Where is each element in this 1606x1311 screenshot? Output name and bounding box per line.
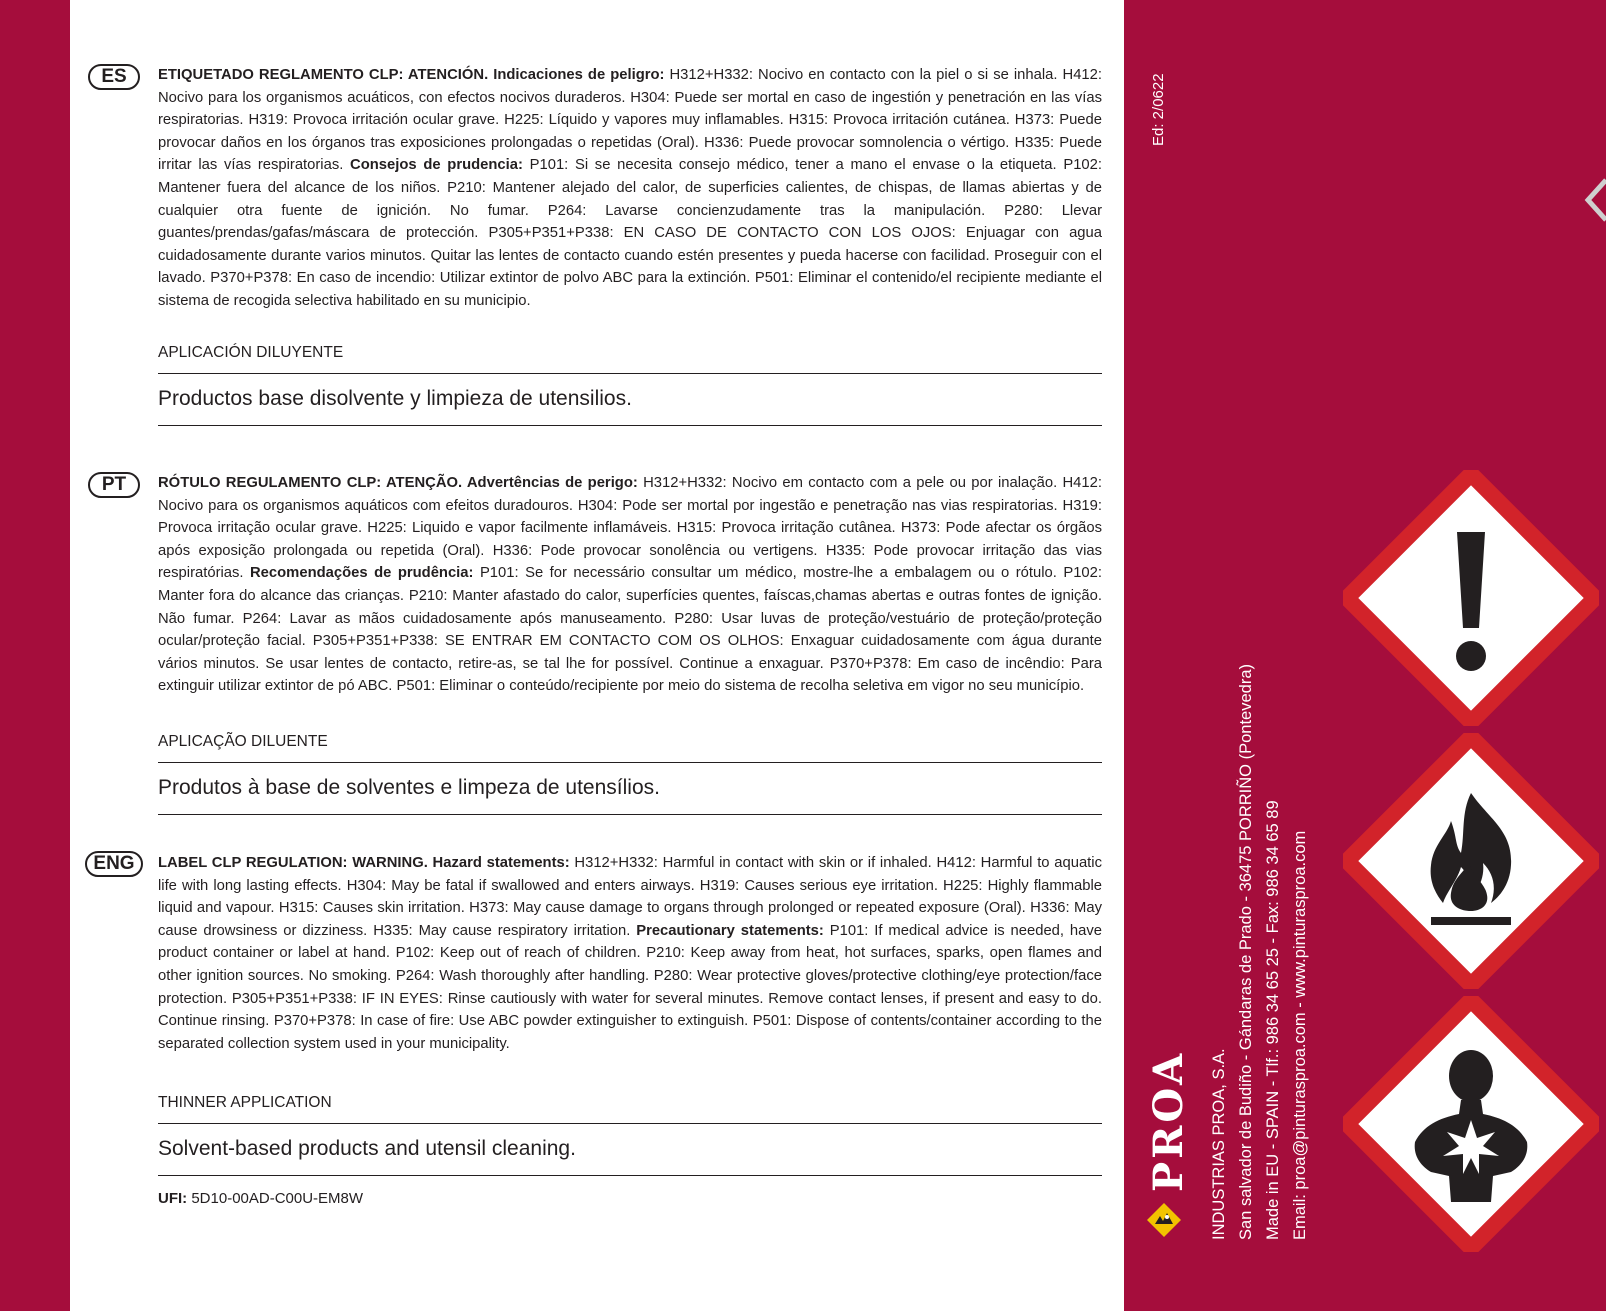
exclamation-mark-icon (1343, 470, 1599, 726)
hazard-statements-pt: H312+H332: Nocivo em contacto com a pele ou por inalação. H412: Nocivo para os organismos aquáticos com efeitos duradouros. H304: Pode ser mortal por ingestão e penetração nas vias respiratorias. H319: Provoca irritação ocular grave. H225: Liquido e vapor facilmente inflamáveis. H315: Provoca irritação cutânea. H373: Pode afectar os órgãos após exposição prolongada ou repetida (Oral). H336: Pode provocar sonolência ou vertigens. H335: Pode provocar irritação das vias respiratórias. (158, 475, 1102, 582)
hazard-title-es: ETIQUETADO REGLAMENTO CLP: ATENCIÓN. Indicaciones de peligro: (158, 67, 665, 83)
precaution-title-pt: Recomendações de prudência: (250, 565, 474, 582)
application-label-eng: THINNER APPLICATION (158, 1094, 332, 1111)
hazard-text-eng (158, 852, 1102, 1055)
company-web: Email: proa@pinturasproa.com - www.pinturasproa.com (1291, 830, 1309, 1240)
divider (158, 762, 1102, 763)
precaution-statements-es: P101: Si se necesita consejo médico, tener a mano el envase o la etiqueta. P102: Mantener fuera del alcance de los niños. P210: Mantener alejado del calor, de superficies calientes, de chispas, de llamas abiertas y de cualquier otra fuente de ignición. No fumar. P264: Lavarse concienzudamente tras la manipulación. P280: Llevar guantes/prendas/gafas/máscara de protección. P305+P351+P338: EN CASO DE CONTACTO CON LOS OJOS: Enjuagar con agua cuidadosamente durante varios minutos. Quitar las lentes de contacto cuando estén presentes y pueda hacerse con facilidad. Proseguir con el lavado. P370+P378: En caso de incendio: Utilizar extintor de polvo ABC para la extinción. P501: Eliminar el contenido/el recipiente mediante el sistema de recogida selectiva habilitado en su municipio. (158, 157, 1102, 309)
divider (158, 814, 1102, 815)
lang-badge-es: ES (88, 64, 140, 90)
ufi-value: 5D10-00AD-C00U-EM8W (187, 1190, 364, 1207)
hazard-title-eng: LABEL CLP REGULATION: WARNING. Hazard statements: (158, 855, 570, 871)
hazard-title-pt: RÓTULO REGULAMENTO CLP: ATENÇÃO. Advertências de perigo: (158, 475, 638, 491)
divider (158, 425, 1102, 426)
ufi-label: UFI: (158, 1190, 188, 1207)
application-text-es: Productos base disolvente y limpieza de utensilios. (158, 387, 632, 410)
left-crimson-band (0, 0, 70, 1311)
company-contact: Made in EU - SPAIN - Tlf.: 986 34 65 25 - Fax: 986 34 65 89 (1264, 800, 1282, 1240)
divider (158, 373, 1102, 374)
proa-logo-icon (1146, 1202, 1182, 1238)
application-label-es: APLICACIÓN DILUYENTE (158, 344, 344, 361)
precaution-title-es: Consejos de prudencia: (350, 157, 523, 174)
lang-badge-eng: ENG (85, 851, 143, 877)
chevron-left-icon (1582, 176, 1606, 224)
lang-badge-pt: PT (88, 472, 140, 498)
application-text-pt: Produtos à base de solventes e limpeza de utensílios. (158, 776, 660, 799)
divider (158, 1175, 1102, 1176)
hazard-statements-es: H312+H332: Nocivo en contacto con la piel o si se inhala. H412: Nocivo para los organismos acuáticos, con efectos nocivos duraderos. H304: Puede ser mortal en caso de ingestión y penetración en las vías respiratorias. H319: Provoca irritación ocular grave. H225: Líquido y vapores muy inflamables. H315: Provoca irritación cutánea. H373: Puede provocar daños en los órganos tras exposiciones prolongadas o repetidas (Oral). H336: Puede provocar somnolencia o vértigo. H335: Puede irritar las vías respiratorias. (158, 67, 1103, 174)
hazard-text-es (158, 64, 1102, 313)
brand-name: PROA (1145, 1050, 1192, 1192)
ufi-code (158, 1190, 363, 1207)
application-text-eng: Solvent-based products and utensil cleaning. (158, 1137, 576, 1160)
label-text-panel (70, 0, 1124, 1311)
hazard-statements-eng: H312+H332: Harmful in contact with skin or if inhaled. H412: Harmful to aquatic life with long lasting effects. H304: May be fatal if swallowed and enters airways. H319: Causes serious eye irritation. H225: Highly flammable liquid and vapour. H315: Causes skin irritation. H373: May cause damage to organs through prolonged or repeated exposure (Oral). H336: May cause drowsiness or dizziness. H335: May cause respiratory irritation. (158, 855, 1102, 939)
company-name: INDUSTRIAS PROA, S.A. (1210, 1048, 1228, 1240)
application-label-pt: APLICAÇÃO DILUENTE (158, 733, 328, 750)
company-address: San salvador de Budiño - Gándaras de Prado - 36475 PORRIÑO (Pontevedra) (1237, 664, 1255, 1240)
precaution-title-eng: Precautionary statements: (636, 922, 824, 939)
flame-icon (1343, 733, 1599, 989)
divider (158, 1123, 1102, 1124)
precaution-statements-pt: P101: Se for necessário consultar um médico, mostre-lhe a embalagem ou o rótulo. P102: Manter fora do alcance das crianças. P210: Manter afastado do calor, superfícies quentes, faíscas,chamas abertas e outras fontes de ignição. Não fumar. P264: Lavar as mãos cuidadosamente após manuseamento. P280: Usar luvas de proteção/vestuário de proteção/proteção ocular/proteção facial. P305+P351+P338: SE ENTRAR EM CONTACTO COM OS OLHOS: Enxaguar cuidadosamente com água durante vários minutos. Se usar lentes de contacto, retire-as, se tal lhe for possível. Continue a enxaguar. P370+P378: Em caso de incêndio: Para extinguir utilizar extintor de pó ABC. P501: Eliminar o conteúdo/recipiente por meio do sistema de recolha seletiva em vigor no seu município. (158, 565, 1102, 695)
edition-label: Ed: 2/0622 (1150, 73, 1167, 146)
health-hazard-icon (1343, 996, 1599, 1252)
precaution-statements-eng: P101: If medical advice is needed, have product container or label at hand. P102: Keep out of reach of children. P210: Keep away from heat, hot surfaces, sparks, open flames and other ignition sources. No smoking. P264: Wash thoroughly after handling. P280: Wear protective gloves/protective clothing/eye protection/face protection. P305+P351+P338: IF IN EYES: Rinse cautiously with water for several minutes. Remove contact lenses, if present and easy to do. Continue rinsing. P370+P378: In case of fire: Use ABC powder extinguisher to extinguish. P501: Dispose of contents/container according to the separated collection system used in your municipality. (158, 922, 1102, 1052)
hazard-text-pt (158, 472, 1102, 698)
